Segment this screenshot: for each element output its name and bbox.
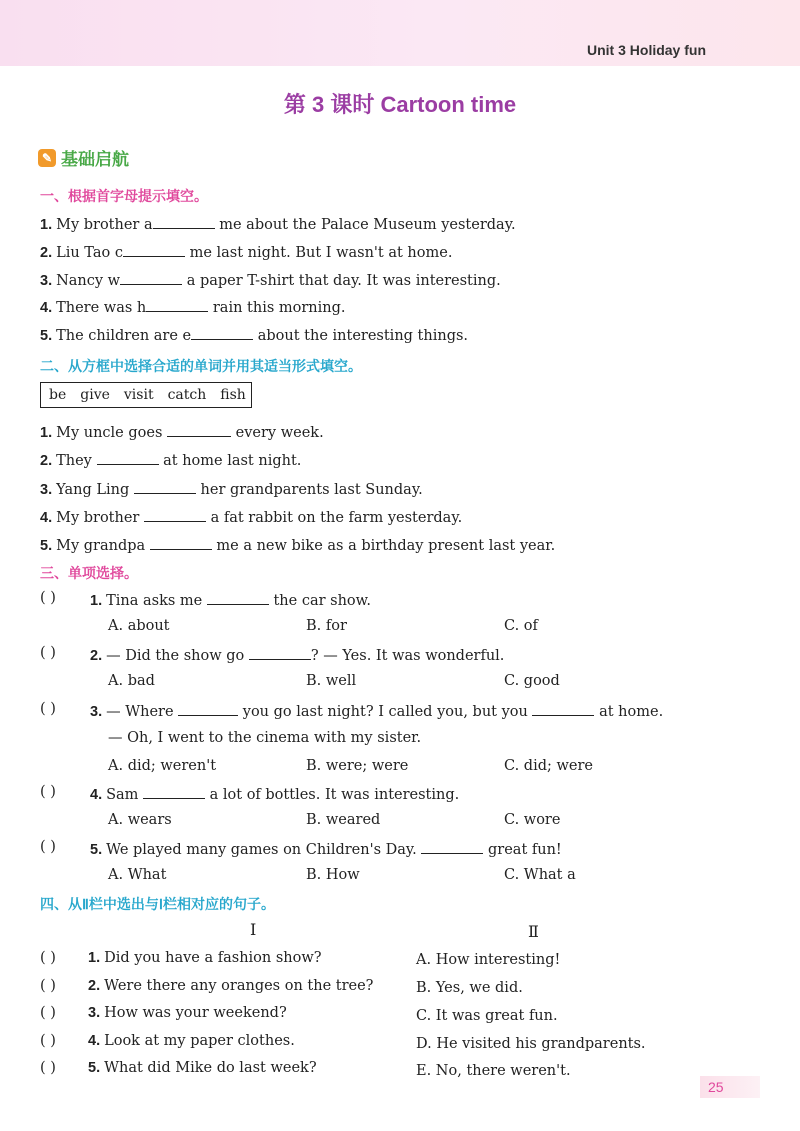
part1-question-5: 5. The children are e about the interesting things.	[40, 325, 468, 344]
match-right-item: A. How interesting!	[416, 952, 561, 968]
answer-blank[interactable]	[143, 784, 205, 799]
unit-label: Unit 3 Holiday fun	[587, 42, 706, 58]
mc-question-5: 5. We played many games on Children's Day. great fun!	[90, 839, 562, 858]
page-title: 第 3 课时 Cartoon time	[283, 92, 517, 117]
part2-question-2: 2. They at home last night.	[40, 450, 301, 469]
match-left-item: 4. Look at my paper clothes.	[88, 1033, 295, 1049]
mc-option[interactable]: B. well	[306, 673, 357, 689]
part3-title: 三、单项选择。	[40, 565, 138, 581]
answer-parentheses[interactable]: ( )	[40, 645, 56, 661]
page-number: 25	[700, 1076, 760, 1098]
mc-option[interactable]: B. were; were	[306, 758, 409, 774]
mc-option[interactable]: C. wore	[504, 812, 561, 828]
mc-option[interactable]: C. good	[504, 673, 560, 689]
mc-question-4: 4. Sam a lot of bottles. It was interesting.	[90, 784, 459, 803]
part2-question-4: 4. My brother a fat rabbit on the farm yesterday.	[40, 507, 462, 526]
part4-title: 四、从Ⅱ栏中选出与Ⅰ栏相对应的句子。	[40, 896, 276, 912]
answer-blank[interactable]	[421, 839, 483, 854]
mc-question-3: 3. — Where you go last night? I called you, but you at home.	[90, 701, 663, 720]
part1-question-2: 2. Liu Tao c me last night. But I wasn't at home.	[40, 242, 452, 261]
answer-parentheses[interactable]: ( )	[40, 1060, 56, 1076]
section-title: 基础启航	[61, 150, 129, 169]
mc-option[interactable]: A. wears	[108, 812, 172, 828]
answer-blank[interactable]	[207, 590, 269, 605]
mc-option[interactable]: B. weared	[306, 812, 381, 828]
part1-question-3: 3. Nancy w a paper T-shirt that day. It was interesting.	[40, 270, 501, 289]
part2-question-5: 5. My grandpa me a new bike as a birthday present last year.	[40, 535, 555, 554]
match-right-item: B. Yes, we did.	[416, 980, 523, 996]
answer-blank[interactable]	[178, 701, 238, 716]
match-left-item: 2. Were there any oranges on the tree?	[88, 978, 374, 994]
word-item: be	[49, 387, 67, 403]
answer-blank[interactable]	[191, 325, 253, 340]
match-right-item: C. It was great fun.	[416, 1008, 558, 1024]
word-item: catch	[167, 387, 207, 403]
mc-option[interactable]: B. for	[306, 618, 347, 634]
answer-parentheses[interactable]: ( )	[40, 839, 56, 855]
mc-option[interactable]: A. did; weren't	[108, 758, 217, 774]
match-right-item: D. He visited his grandparents.	[416, 1036, 646, 1052]
answer-blank[interactable]	[97, 450, 159, 465]
answer-blank[interactable]	[144, 507, 206, 522]
word-item: fish	[220, 387, 246, 403]
part2-title: 二、从方框中选择合适的单词并用其适当形式填空。	[40, 358, 362, 374]
match-left-item: 5. What did Mike do last week?	[88, 1060, 317, 1076]
answer-parentheses[interactable]: ( )	[40, 1033, 56, 1049]
section-heading	[38, 145, 129, 170]
part1-question-4: 4. There was h rain this morning.	[40, 297, 346, 316]
answer-blank[interactable]	[120, 270, 182, 285]
mc-option[interactable]: C. of	[504, 618, 538, 634]
answer-parentheses[interactable]: ( )	[40, 978, 56, 994]
match-right-item: E. No, there weren't.	[416, 1063, 571, 1079]
mc-option[interactable]: C. What a	[504, 867, 576, 883]
answer-parentheses[interactable]: ( )	[40, 701, 56, 717]
match-left-item: 3. How was your weekend?	[88, 1005, 287, 1021]
answer-blank[interactable]	[150, 535, 212, 550]
mc-option[interactable]: C. did; were	[504, 758, 593, 774]
mc-option[interactable]: A. What	[108, 867, 167, 883]
mc-option[interactable]: A. bad	[108, 673, 155, 689]
mc-option[interactable]: B. How	[306, 867, 360, 883]
mc-continuation: — Oh, I went to the cinema with my sister.	[108, 730, 422, 746]
word-box	[40, 382, 252, 408]
part1-question-1: 1. My brother a me about the Palace Museum yesterday.	[40, 214, 516, 233]
answer-blank[interactable]	[123, 242, 185, 257]
mc-question-1: 1. Tina asks me the car show.	[90, 590, 371, 609]
mc-question-2: 2. — Did the show go ? — Yes. It was wonderful.	[90, 645, 504, 664]
column-2-heading: Ⅱ	[528, 922, 539, 941]
part1-title: 一、根据首字母提示填空。	[40, 188, 208, 204]
mc-option[interactable]: A. about	[108, 618, 170, 634]
word-item: visit	[123, 387, 154, 403]
answer-parentheses[interactable]: ( )	[40, 590, 56, 606]
part2-question-3: 3. Yang Ling her grandparents last Sunday.	[40, 479, 423, 498]
answer-blank[interactable]	[532, 701, 594, 716]
match-left-item: 1. Did you have a fashion show?	[88, 950, 322, 966]
answer-parentheses[interactable]: ( )	[40, 784, 56, 800]
answer-blank[interactable]	[146, 297, 208, 312]
part2-question-1: 1. My uncle goes every week.	[40, 422, 324, 441]
answer-blank[interactable]	[153, 214, 215, 229]
answer-parentheses[interactable]: ( )	[40, 950, 56, 966]
book-icon: ✎	[38, 149, 56, 167]
answer-blank[interactable]	[249, 645, 311, 660]
answer-parentheses[interactable]: ( )	[40, 1005, 56, 1021]
answer-blank[interactable]	[134, 479, 196, 494]
word-item: give	[80, 387, 110, 403]
column-1-heading: Ⅰ	[250, 920, 257, 939]
answer-blank[interactable]	[167, 422, 231, 437]
